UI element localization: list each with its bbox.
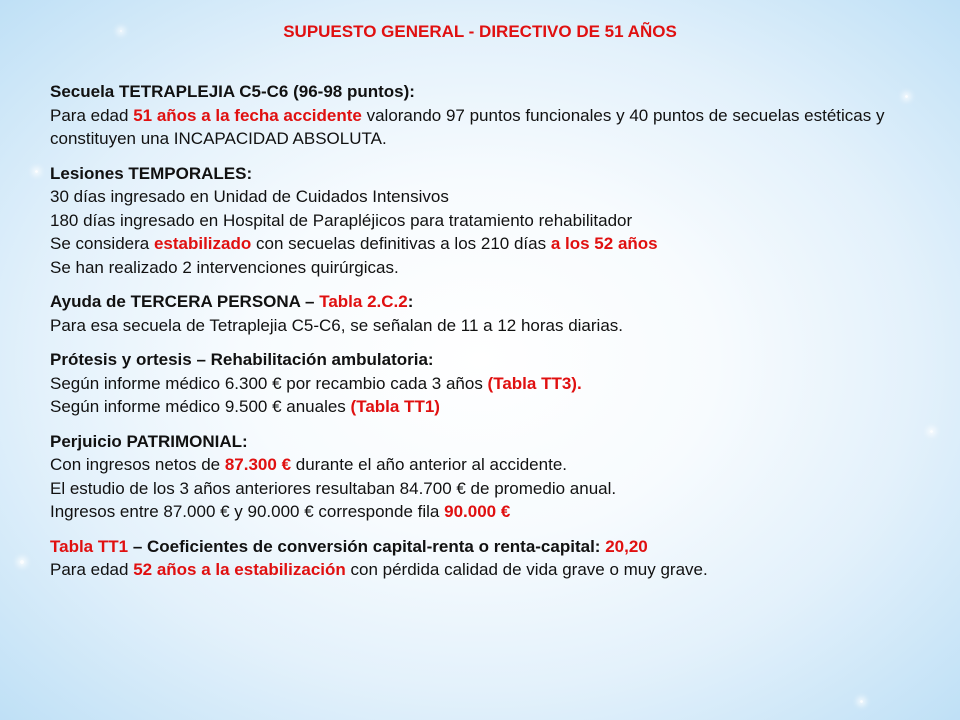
protesis-text: Según informe médico 9.500 € anuales bbox=[50, 397, 351, 416]
temporales-line-uci: 30 días ingresado en Unidad de Cuidados Intensivos bbox=[50, 187, 449, 206]
tabla-2c2-highlight: Tabla 2.C.2 bbox=[319, 292, 408, 311]
secuela-paragraph bbox=[50, 104, 930, 151]
protesis-heading: Prótesis y ortesis – Rehabilitación ambulatoria: bbox=[50, 350, 434, 369]
section-tercera-persona bbox=[50, 290, 930, 337]
sparkle-decoration bbox=[860, 700, 863, 703]
sparkle-decoration bbox=[35, 170, 38, 173]
tabla-tt1-highlight: (Tabla TT1) bbox=[350, 397, 440, 416]
section-patrimonial bbox=[50, 430, 930, 524]
patrimonial-line-ingresos bbox=[50, 453, 930, 477]
temporales-line-intervenciones: Se han realizado 2 intervenciones quirúrgicas. bbox=[50, 257, 399, 277]
secuela-text: Para edad bbox=[50, 105, 134, 125]
temporales-line-estabilizado bbox=[50, 232, 930, 256]
fila-highlight: 90.000 € bbox=[444, 502, 511, 521]
temporales-text: con secuelas definitivas a los 210 días bbox=[251, 234, 551, 253]
tt1-text: con pérdida calidad de vida grave o muy grave. bbox=[345, 560, 708, 579]
sparkle-decoration bbox=[20, 560, 24, 564]
tt1-text: Para edad bbox=[50, 560, 134, 579]
sparkle-decoration bbox=[930, 430, 933, 433]
temporales-line-hospital: 180 días ingresado en Hospital de Parapléjicos para tratamiento rehabilitador bbox=[50, 210, 633, 230]
patrimonial-line-fila bbox=[50, 500, 930, 524]
patrimonial-text: Ingresos entre 87.000 € y 90.000 € corresponde fila bbox=[50, 502, 445, 521]
protesis-line-recambio bbox=[50, 372, 930, 396]
secuela-text-rest: valorando 97 puntos funcionales y 40 puntos de secuelas estéticas y constituyen una INCAPACIDAD ABSOLUTA. bbox=[50, 105, 885, 148]
section-temporales bbox=[50, 162, 930, 280]
slide-title: SUPUESTO GENERAL - DIRECTIVO DE 51 AÑOS bbox=[283, 22, 677, 41]
tt1-line-edad bbox=[50, 558, 930, 582]
tercera-heading bbox=[50, 290, 930, 314]
patrimonial-line-promedio: El estudio de los 3 años anteriores resultaban 84.700 € de promedio anual. bbox=[50, 478, 617, 498]
protesis-text: Según informe médico 6.300 € por recambio cada 3 años bbox=[50, 373, 488, 393]
temporales-text: Se considera bbox=[50, 234, 154, 253]
coeficiente-highlight: 20,20 bbox=[605, 536, 648, 556]
secuela-age-highlight: 51 años a la fecha accidente bbox=[133, 105, 362, 125]
patrimonial-text: durante el año anterior al accidente. bbox=[291, 455, 567, 474]
tercera-heading-colon: : bbox=[407, 292, 414, 311]
patrimonial-text: Con ingresos netos de bbox=[50, 455, 225, 474]
tercera-heading-text: Ayuda de TERCERA PERSONA – bbox=[50, 292, 320, 311]
patrimonial-heading: Perjuicio PATRIMONIAL: bbox=[50, 431, 248, 451]
section-secuela bbox=[50, 80, 930, 151]
tercera-line: Para esa secuela de Tetraplejia C5-C6, se señalan de 11 a 12 horas diarias. bbox=[50, 315, 624, 335]
secuela-heading: Secuela TETRAPLEJIA C5-C6 (96-98 puntos): bbox=[50, 82, 415, 101]
slide-content bbox=[50, 80, 930, 593]
age-52-highlight: a los 52 años bbox=[550, 234, 658, 253]
tt1-label-highlight: Tabla TT1 bbox=[50, 536, 129, 556]
tt1-heading bbox=[50, 535, 930, 559]
tabla-tt3-highlight: (Tabla TT3). bbox=[487, 373, 582, 393]
protesis-line-anuales bbox=[50, 395, 930, 419]
temporales-heading: Lesiones TEMPORALES: bbox=[50, 163, 253, 183]
section-protesis bbox=[50, 348, 930, 419]
estabilizado-highlight: estabilizado bbox=[153, 234, 252, 253]
section-tt1 bbox=[50, 535, 930, 582]
ingresos-highlight: 87.300 € bbox=[224, 455, 292, 474]
tt1-heading-text: – Coeficientes de conversión capital-renta o renta-capital: bbox=[128, 536, 606, 556]
estabilizacion-highlight: 52 años a la estabilización bbox=[133, 560, 346, 579]
